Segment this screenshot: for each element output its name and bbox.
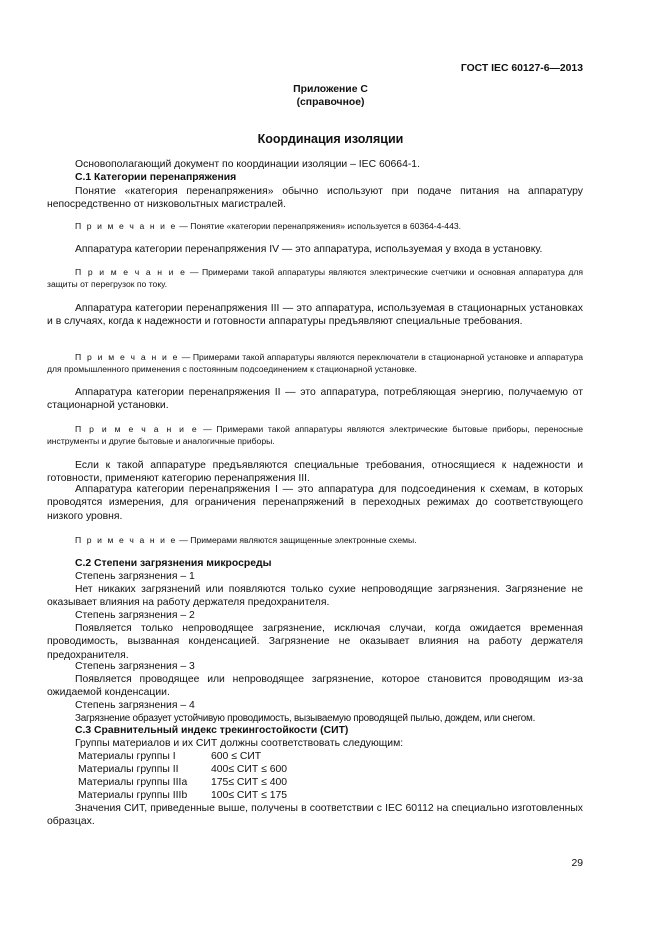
c2-degree-1-label: Степень загрязнения – 1 (75, 571, 195, 582)
annex-subtitle: (справочное) (296, 97, 365, 108)
c1-heading: С.1 Категории перенапряжения (75, 172, 237, 183)
c1-paragraph-6: Аппаратура категории перенапряжения I — это аппаратура для подсоединения к схемам, в которых проводятся измерения, для ограничения перенапряжений в переходных режимах до соответствующего низкого уровня. (47, 484, 583, 522)
material-group-name: Материалы группы IIIb (78, 790, 188, 801)
c2-degree-2-text: Появляется только непроводящее загрязнение, исключая случаи, когда ожидается временная проводимость, вызванная конденсацией. Загрязнение не оказывает влияния на работу держателя предохранителя. (47, 623, 583, 661)
material-group-name: Материалы группы II (78, 764, 179, 775)
c2-degree-2-label: Степень загрязнения – 2 (75, 610, 195, 621)
note-label: П р и м е ч а н и е (75, 535, 177, 545)
material-group-range: 100≤ СИТ ≤ 175 (211, 790, 288, 801)
c1-p1-text: Понятие «категория перенапряжения» обычно используют при подаче питания на аппаратуру непосредственно от низковольтных магистралей. (47, 186, 583, 211)
note-label: П р и м е ч а н и е (75, 267, 187, 277)
c3-intro: Группы материалов и их СИТ должны соответствовать следующим: (75, 738, 404, 749)
c2-degree-4-label: Степень загрязнения – 4 (75, 700, 195, 711)
note-label: П р и м е ч а н и е (75, 221, 177, 231)
page-number: 29 (571, 858, 583, 869)
note-label: П р и м е ч а н и е (75, 424, 199, 434)
c1-note-3 (47, 351, 583, 375)
material-group-name: Материалы группы I (78, 751, 176, 762)
material-group-range: 400≤ СИТ ≤ 600 (211, 764, 288, 775)
c2-degree-1-text: Нет никаких загрязнений или появляются только сухие непроводящие загрязнения. Загрязнение не оказывает влияния на работу держателя предохранителя. (47, 584, 583, 609)
note-text: — Понятие «категории перенапряжения» используется в 60364-4-443. (176, 221, 462, 231)
intro-paragraph: Основополагающий документ по координации изоляции – IEC 60664-1. (75, 159, 420, 170)
note-label: П р и м е ч а н и е (75, 352, 180, 362)
annex-title: Приложение С (293, 84, 368, 95)
material-group-range: 175≤ СИТ ≤ 400 (211, 777, 288, 788)
c2-heading: С.2 Степени загрязнения микросреды (75, 558, 272, 569)
c1-note-2 (47, 266, 583, 290)
note-text: — Примерами такой аппаратуры являются переключатели в стационарной установке и аппаратура для промышленного применения с постоянным подсоединением к стационарной установке. (47, 352, 584, 374)
c1-paragraph-2: Аппаратура категории перенапряжения IV — это аппаратура, используемая у входа в установку. (75, 244, 543, 255)
note-text: — Примерами являются защищенные электронные схемы. (176, 535, 417, 545)
c3-heading: С.3 Сравнительный индекс трекингостойкости (СИТ) (75, 725, 349, 736)
c1-paragraph-4: Аппаратура категории перенапряжения II — это аппаратура, потребляющая энергию, получаемую от стационарной установки. (47, 387, 583, 412)
material-group-name: Материалы группы IIIa (78, 777, 188, 788)
c1-paragraph-1 (47, 185, 583, 212)
c1-note-1 (47, 220, 583, 232)
material-group-range: 600 ≤ СИТ (211, 751, 262, 762)
c1-note-5 (47, 534, 583, 546)
c1-paragraph-3: Аппаратура категории перенапряжения III — это аппаратура, используемая в стационарных установках и в случаях, когда к надежности и готовности аппаратуры предъявляют специальные требования. (47, 303, 583, 328)
note-text: — Примерами такой аппаратуры являются электрические бытовые приборы, переносные инструменты и другие бытовые и аналогичные приборы. (47, 424, 583, 446)
c1-note-4 (47, 423, 583, 447)
note-text: — Примерами такой аппаратуры являются электрические счетчики и основная аппаратура для защиты от перегрузок по току. (47, 267, 584, 289)
document-header: ГОСТ IEC 60127-6—2013 (460, 63, 583, 74)
section-title: Координация изоляции (257, 132, 404, 146)
c2-degree-3-label: Степень загрязнения – 3 (75, 661, 195, 672)
c2-degree-3-text: Появляется проводящее или непроводящее загрязнение, которое становится проводящим из-за ожидаемой конденсации. (47, 674, 583, 699)
c2-degree-4-text: Загрязнение образует устойчивую проводимость, вызываемую проводящей пылью, дождем, или снегом. (75, 713, 536, 724)
c1-paragraph-5: Если к такой аппаратуре предъявляются специальные требования, относящиеся к надежности и готовности, применяют категорию перенапряжения III. (47, 460, 583, 485)
c3-closing: Значения СИТ, приведенные выше, получены в соответствии с IEC 60112 на специально изготовленных образцах. (47, 803, 583, 828)
